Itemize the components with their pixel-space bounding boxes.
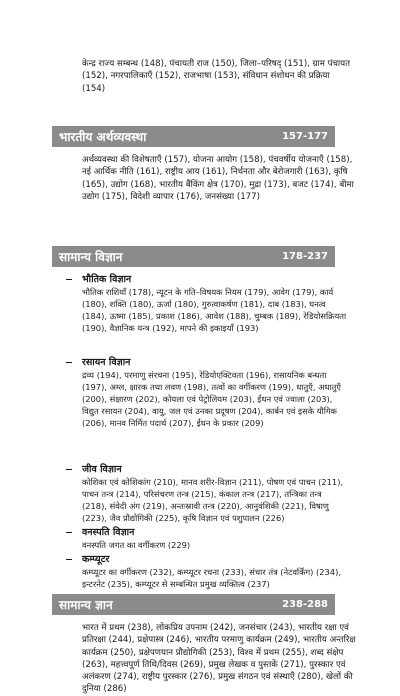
section-header-general-knowledge bbox=[52, 594, 335, 615]
subsection-topics: कोशिका एवं कोशिकांग (210), मानव शरीर-विज्ञान (211), पोषण एवं पाचन (211), पाचन तन्त्र (214), परिसंचरण तन्त्र (215), कंकाल तन्त्र (217), तन्त्रिका तन्त्र (218), संवेदी अंग (219), अन्तःस्रावी तन्त्र (220), आनुवंशिकी (221), विषाणु (223), जैव प्रौद्योगिकी (225), कृषि विज्ञान एवं पशुपालन (226) bbox=[82, 477, 344, 523]
subsection-biology bbox=[66, 464, 346, 524]
subsection-chemistry bbox=[66, 357, 346, 429]
subsection-topics: वनस्पति जगत का वर्गीकरण (229) bbox=[82, 540, 191, 550]
subsection-physics bbox=[66, 274, 346, 334]
section-page-range: 238-288 bbox=[282, 599, 328, 610]
dash-bullet bbox=[66, 362, 72, 363]
subsection-title: भौतिक विज्ञान bbox=[82, 274, 132, 285]
section-title: भारतीय अर्थव्यवस्था bbox=[59, 130, 147, 144]
subsection-title: कम्प्यूटर bbox=[82, 554, 110, 565]
subsection-topics: द्रव्य (194), परमाणु संरचना (195), रेडियोएक्टिवता (196), रासायनिक बन्धता (197), अम्ल, क्षारक तथा लवण (198), तत्वों का वर्गीकरण (199), धातुएँ, अधातुएँ (200), संक्षारण (202), कोयला एवं पेट्रोलियम (203), ईंधन एवं ज्वाला (203), विद्युत रसायन (204), वायु, जल एवं उनका प्रदूषण (204), कार्बन एवं इसके यौगिक (206), मानव निर्मित पदार्थ (207), ईंधन के प्रकार (209) bbox=[82, 370, 341, 428]
dash-bullet bbox=[66, 279, 72, 280]
subsection-title: जीव विज्ञान bbox=[82, 464, 122, 475]
general-knowledge-topics: भारत में प्रथम (238), लोकप्रिय उपनाम (242), जनसंचार (243), भारतीय रक्षा एवं प्रतिरक्षा (244), प्रक्षेपास्त्र (246), भारतीय परमाणु कार्यक्रम (249), भारतीय अन्तरिक्ष कार्यक्रम (250), प्रक्षेपणयान प्रौद्योगिकी (253), विश्व में प्रथम (255), शब्द संक्षेप (263), महत्त्वपूर्ण तिथि/दिवस (269), प्रमुख लेखक व पुस्तकें (271), पुरस्कार एवं अलंकरण (274), राष्ट्रीय पुरस्कार (276), प्रमुख संगठन एवं संस्थाएँ (280), खेलों की दुनिया (286) bbox=[82, 623, 356, 695]
dash-bullet bbox=[66, 532, 72, 533]
subsection-botany bbox=[66, 527, 346, 551]
economy-topics: अर्थव्यवस्था की विशेषताएँ (157), योजना आयोग (158), पंचवर्षीय योजनाएँ (158), नई आर्थिक नीति (161), राष्ट्रीय आय (161), निर्धनता और बेरोजगारी (163), कृषि (165), उद्योग (168), भारतीय बैंकिंग क्षेत्र (170), मुद्रा (173), बजट (174), बीमा उद्योग (175), विदेशी व्यापार (176), जनसंख्या (177) bbox=[82, 155, 354, 202]
polity-topics-continued: केन्द्र राज्य सम्बन्ध (148), पंचायती राज (150), जिला–परिषद् (151), ग्राम पंचायत (152), नगरपालिकाएँ (152), राजभाषा (153), संविधान संशोधन की प्रक्रिया (154) bbox=[82, 59, 351, 94]
section-header-economy bbox=[52, 126, 335, 147]
section-header-science bbox=[52, 246, 335, 267]
section-page-range: 178-237 bbox=[282, 251, 328, 262]
subsection-computer bbox=[66, 554, 346, 590]
subsection-topics: कम्प्यूटर का वर्गीकरण (232), कम्प्यूटर रचना (233), संचार तंत्र (नेटवर्किंग) (234), इन्टरनेट (235), कम्प्यूटर से सम्बन्धित प्रमुख व्यक्तित्व (237) bbox=[82, 567, 341, 589]
section-title: सामान्य ज्ञान bbox=[59, 598, 113, 612]
section-title: सामान्य विज्ञान bbox=[59, 250, 123, 264]
subsection-topics: भौतिक राशियाँ (178), न्यूटन के गति–विषयक नियम (179), आवेग (179), कार्य (180), शक्ति (180), ऊर्जा (180), गुरुत्वाकर्षण (181), दाब (183), घनत्व (184), ऊष्मा (185), प्रकाश (186), आवेश (188), चुम्बक (189), रेडियोसक्रियता (190), वैज्ञानिक यन्त्र (192), मापने की इकाइयाँ (193) bbox=[82, 287, 347, 333]
section-page-range: 157-177 bbox=[282, 131, 328, 142]
dash-bullet bbox=[66, 559, 72, 560]
subsection-title: रसायन विज्ञान bbox=[82, 357, 131, 368]
subsection-title: वनस्पति विज्ञान bbox=[82, 527, 135, 538]
dash-bullet bbox=[66, 469, 72, 470]
